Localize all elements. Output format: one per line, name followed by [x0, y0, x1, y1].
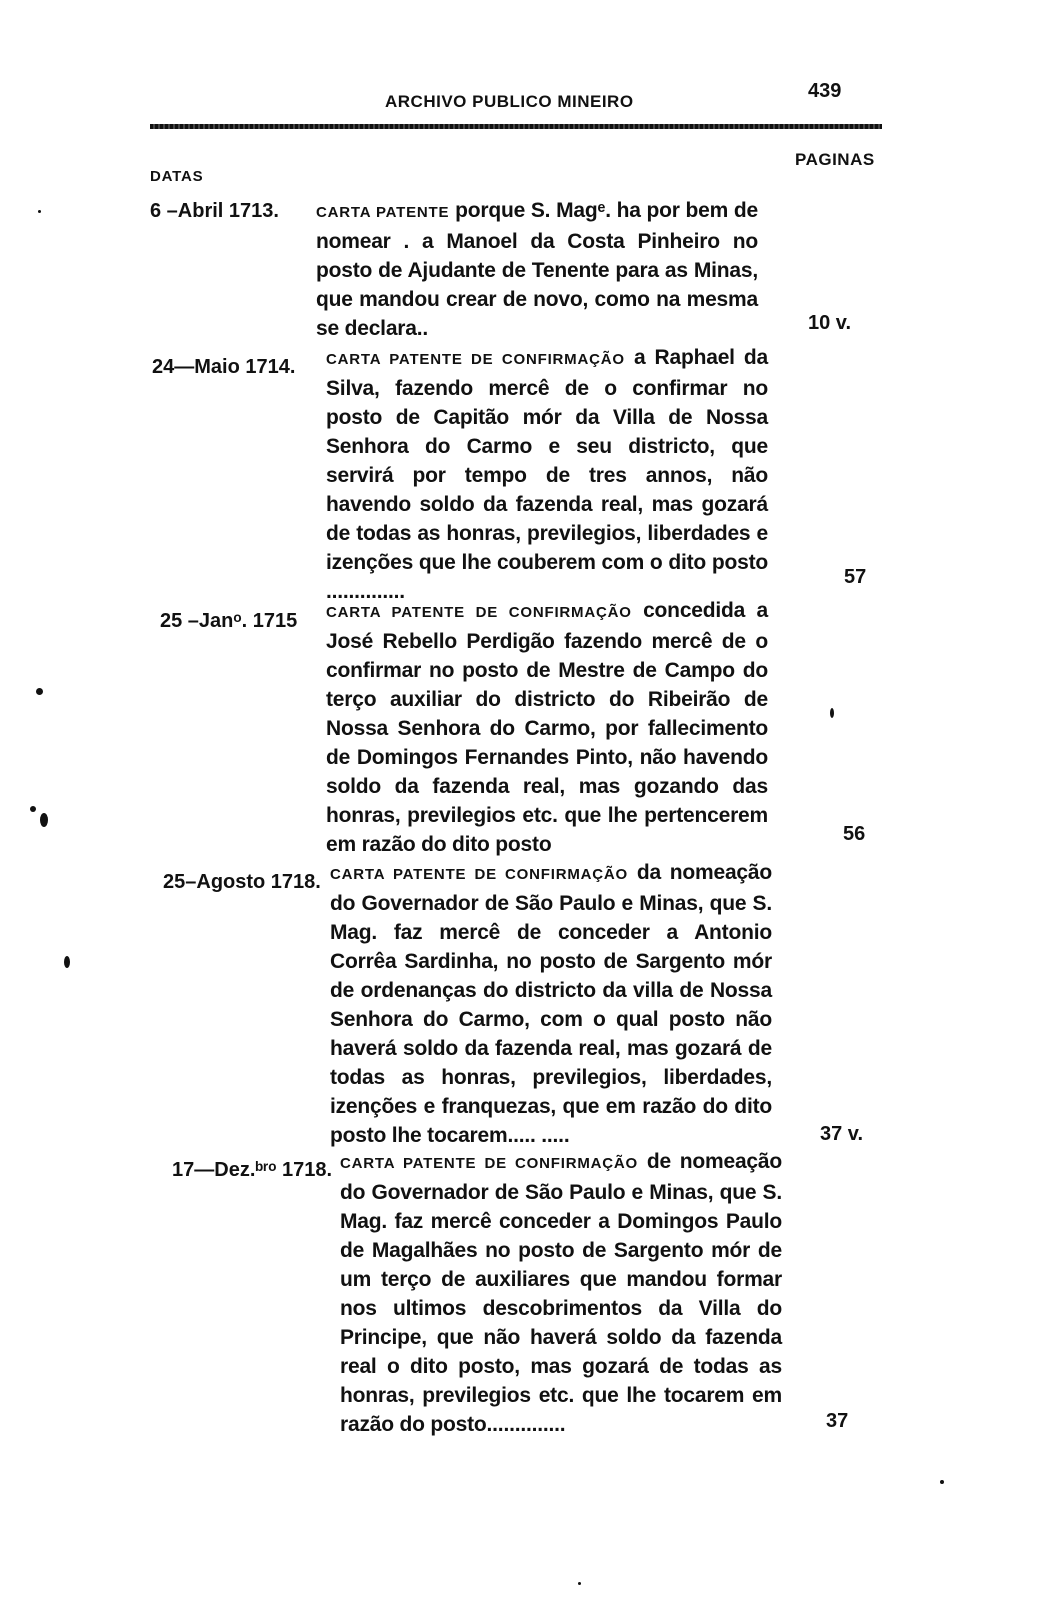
- running-header: ARCHIVO PUBLICO MINEIRO: [385, 92, 634, 111]
- scan-speck: [830, 708, 834, 718]
- entry-heading: CARTA PATENTE: [316, 204, 450, 221]
- entry-text: [316, 196, 758, 343]
- entry-body: concedida a José Rebello Perdigão fazendo mercê de o confirmar no posto de Mestre de Campo do terço auxiliar do districto do Ribeirão de Nossa Senhora do Carmo, por fallecimento de Domingos Fernandes Pinto, não havendo soldo da fazenda real, mas gozando das honras, previlegios etc. que lhe pertencerem em razão do dito posto: [326, 599, 768, 856]
- entry-text: [326, 596, 768, 859]
- scan-speck: [36, 688, 43, 695]
- entry-heading: CARTA PATENTE DE CONFIRMAÇÃO: [340, 1155, 639, 1172]
- scan-speck: [30, 806, 36, 812]
- entry-text: [330, 858, 772, 1150]
- entry-date: 17—Dez.ᵇʳᵒ 1718.: [172, 1159, 333, 1181]
- entry-text: [340, 1147, 782, 1439]
- entry-page: 56: [843, 823, 866, 845]
- pages-column-heading: PAGINAS: [795, 150, 875, 169]
- entry-date: 24—Maio 1714.: [152, 356, 296, 378]
- header-rule: [150, 124, 882, 129]
- scan-speck: [940, 1480, 944, 1484]
- entry-date: 25 –Janᵒ. 1715: [160, 610, 298, 632]
- entry-body: a Raphael da Silva, fazendo mercê de o confirmar no posto de Capitão mór da Villa de Nossa Senhora do Carmo e seu districto, que servirá por tempo de tres annos, não havendo soldo da fazenda real, mas gozará de todas as honras, previlegios, liberdades e izenções que lhe couberem com o dito posto ..............: [326, 346, 769, 603]
- entry-heading: CARTA PATENTE DE CONFIRMAÇÃO: [326, 604, 632, 621]
- entry-date: 25–Agosto 1718.: [163, 871, 321, 893]
- entry-body: de nomeação do Governador de São Paulo e Minas, que S. Mag. faz mercê conceder a Domingos Paulo de Magalhães no posto de Sargento mór de um terço de auxiliares que mandou formar nos ultimos descobrimentos da Villa do Principe, que não haverá soldo da fazenda real o dito posto, mas gozará de todas as honras, previlegios etc. que lhe tocarem em razão do posto..............: [340, 1150, 783, 1436]
- scan-speck: [38, 210, 41, 213]
- entry-page: 37: [826, 1410, 849, 1432]
- entry-date: 6 –Abril 1713.: [150, 200, 279, 222]
- entry-page: 37 v.: [820, 1123, 863, 1145]
- entry-heading: CARTA PATENTE DE CONFIRMAÇÃO: [330, 866, 629, 883]
- entry-body: da nomeação do Governador de São Paulo e Minas, que S. Mag. faz mercê de conceder a Antonio Corrêa Sardinha, no posto de Sargento mór de ordenanças do districto da villa de Nossa Senhora do Carmo, com o qual posto não haverá soldo da fazenda real, mas gozará de todas as honras, previlegios, liberdades, izenções e franquezas, que em razão do dito posto lhe tocarem..... .....: [330, 861, 773, 1147]
- dates-column-heading: DATAS: [150, 168, 204, 185]
- entry-page: 10 v.: [808, 312, 851, 334]
- page-number: 439: [808, 80, 842, 102]
- entry-body: porque S. Magᵉ. ha por bem de nomear . a Manoel da Costa Pinheiro no posto de Ajudante de Tenente para as Minas, que mandou crear de novo, como na mesma se declara..: [316, 199, 758, 340]
- entry-heading: CARTA PATENTE DE CONFIRMAÇÃO: [326, 351, 625, 368]
- entry-page: 57: [844, 566, 867, 588]
- scan-speck: [64, 956, 70, 968]
- scan-speck: [578, 1582, 581, 1585]
- scan-speck: [40, 813, 48, 827]
- entry-text: [326, 343, 768, 606]
